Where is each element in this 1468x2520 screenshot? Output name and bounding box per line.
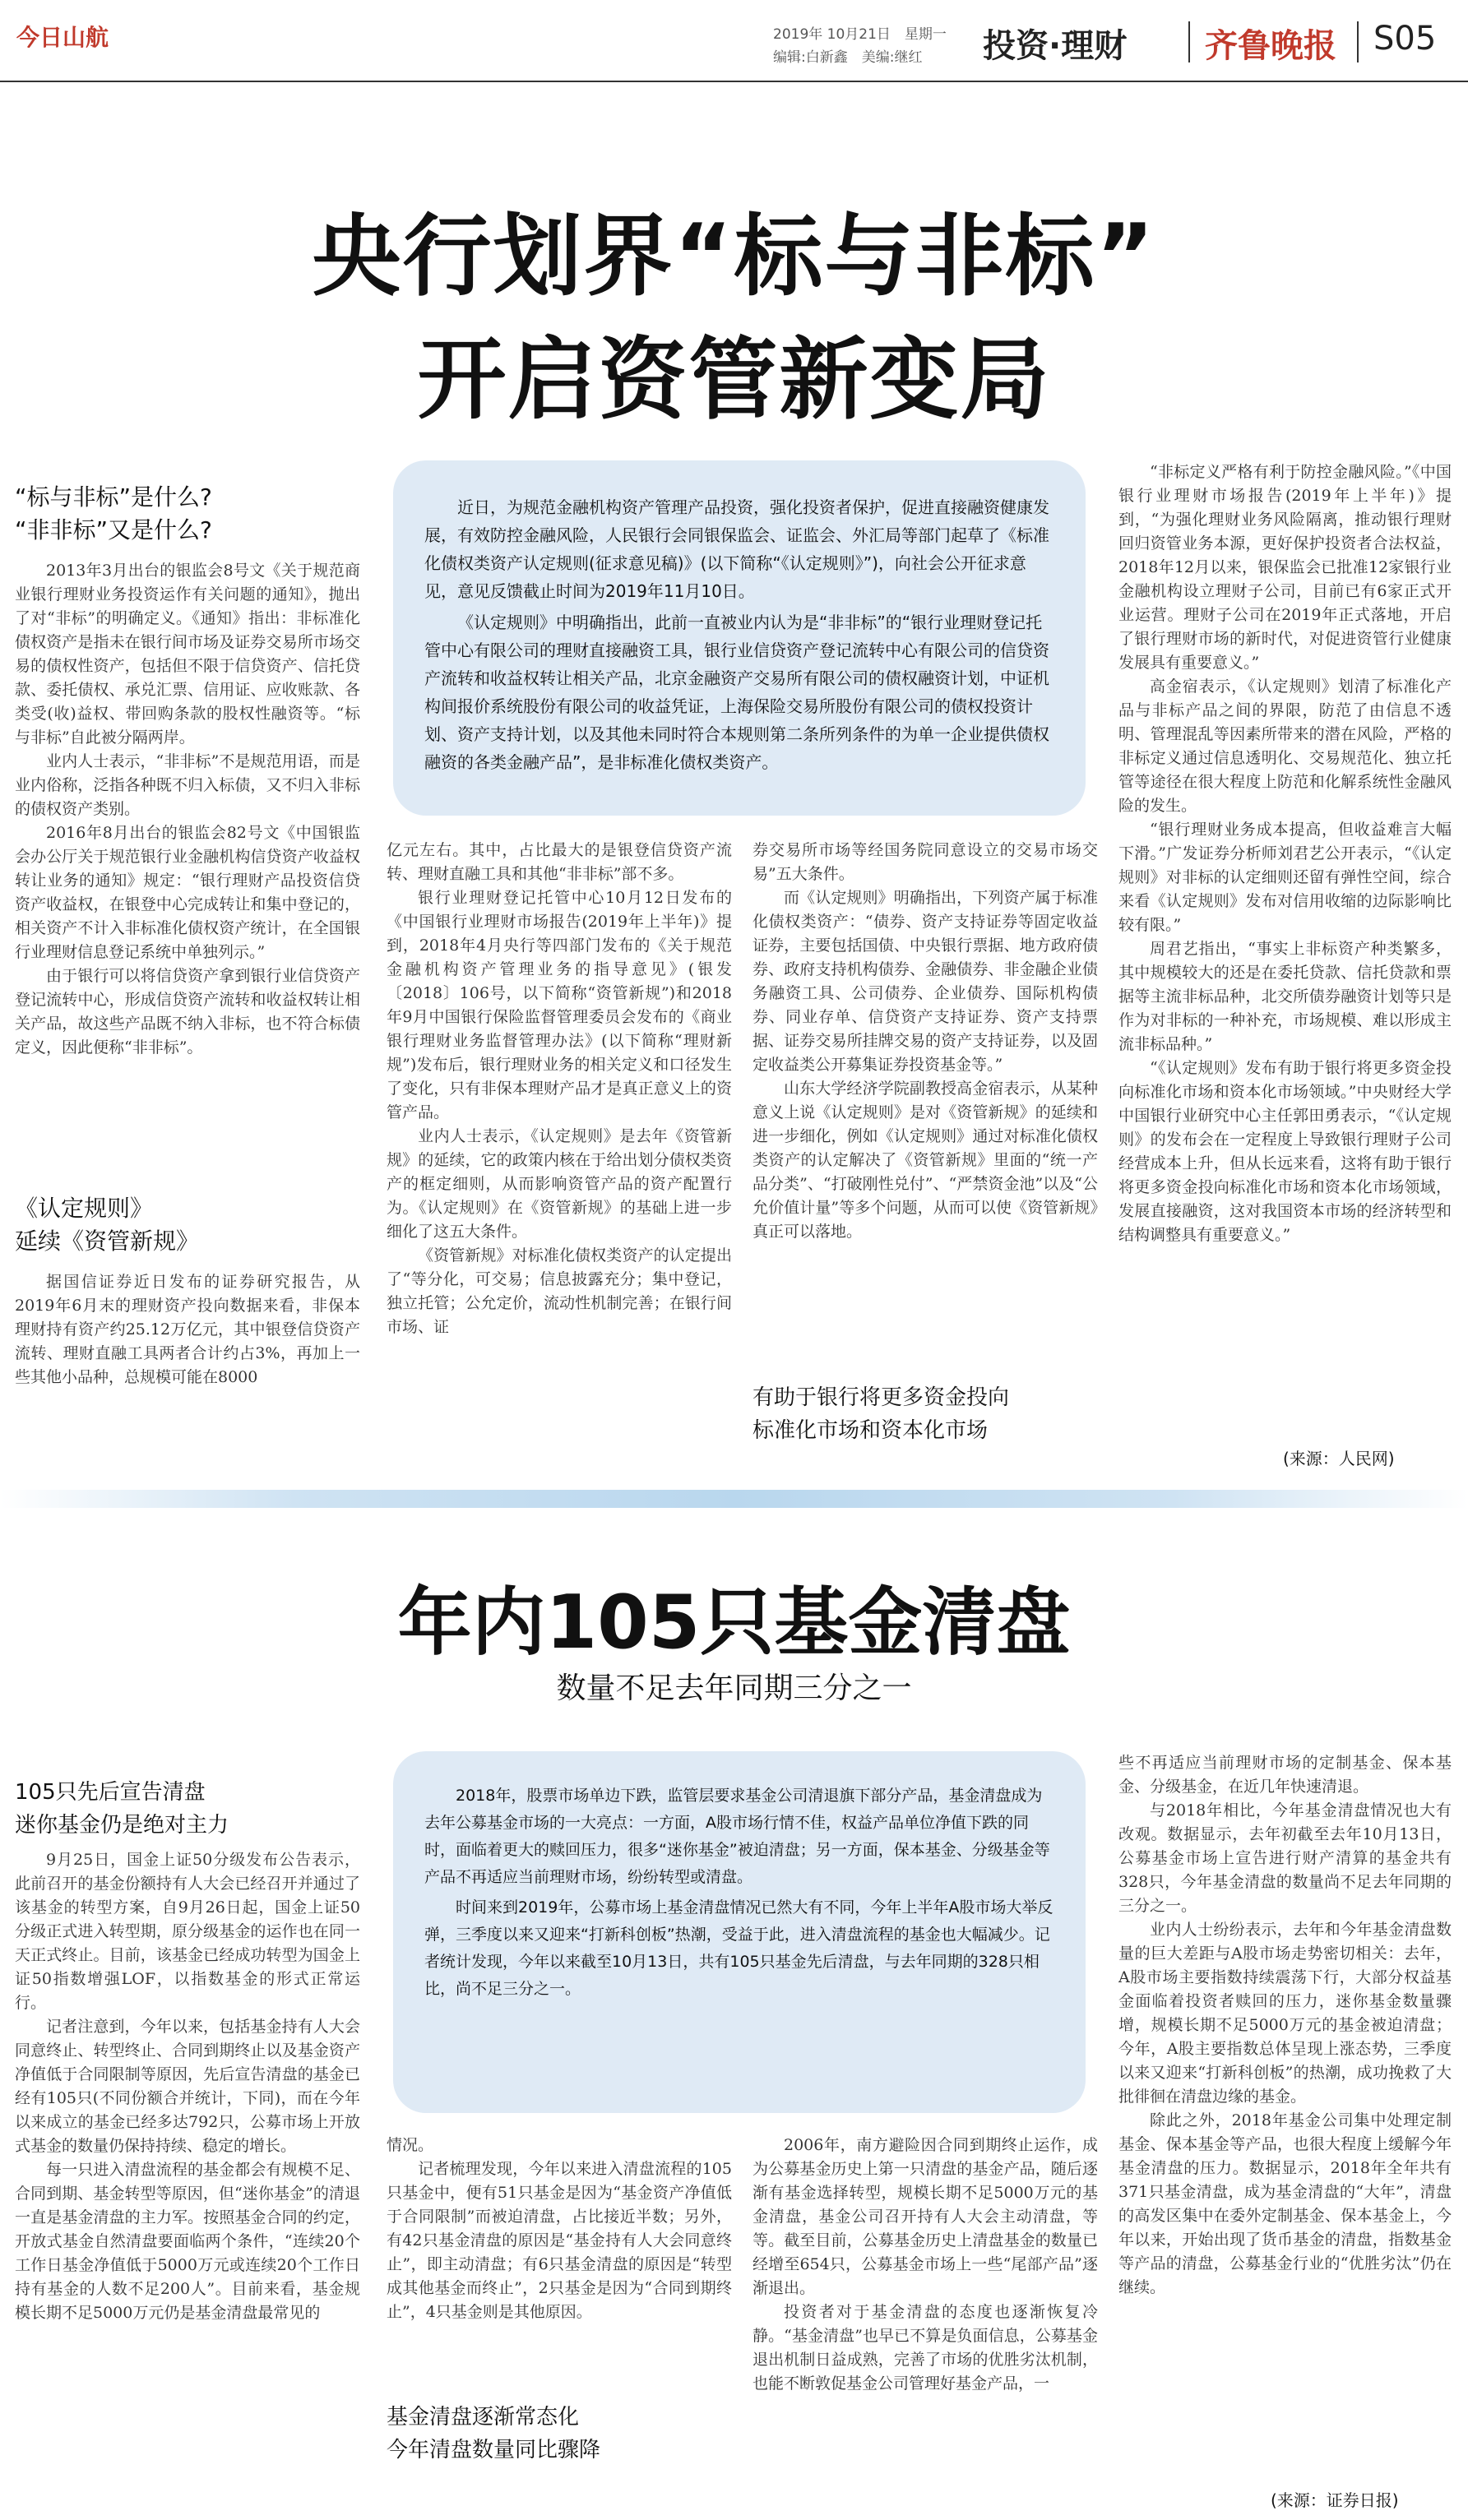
paragraph: 银行业理财登记托管中心10月12日发布的《中国银行业理财市场报告(2019年上半年)》提到，2018年4月央行等四部门发布的《关于规范金融机构资产管理业务的指导意见》(银发〔2018〕106号，以下简称“资管新规”)和2018年9月中国银行保险监督管理委员会发布的《商业银行理财业务监督管理办法》(以下简称“理财新规”)发布后，银行理财业务的相关定义和口径发生了变化，只有非保本理财产品才是真正意义上的资管产品。 bbox=[387, 889, 732, 1121]
paragraph: 9月25日，国金上证50分级发布公告表示，此前召开的基金份额持有人大会已经召开并通过了该基金的转型方案，自9月26日起，国金上证50分级正式进入转型期，原分级基金的运作也在同一天正式终止。目前，该基金已经成功转型为国金上证50指数增强LOF，以指数基金的形式正常运行。 bbox=[15, 1851, 360, 2012]
subhead-line: 标准化市场和资本化市场 bbox=[753, 1418, 989, 1443]
paragraph: 记者梳理发现，今年以来进入清盘流程的105只基金中，便有51只基金是因为“基金资产净值低于合同限制”而被迫清盘，占比接近半数；另外，有42只基金清盘的原因是“基金持有人大会同意终止”，即主动清盘；有6只基金清盘的原因是“转型成其他基金而终止”，2只基金是因为“合同到期终止”，4只基金则是其他原因。 bbox=[387, 2160, 732, 2321]
paragraph: 业内人士纷纷表示，去年和今年基金清盘数量的巨大差距与A股市场走势密切相关：去年，A股市场主要指数持续震荡下行，大部分权益基金面临着投资者赎回的压力，迷你基金数量骤增，规模长期不足5000万元的基金被迫清盘；今年，A股主要指数总体呈现上涨态势，三季度以来又迎来“打新科创板”的热潮，成功挽救了大批徘徊在清盘边缘的基金。 bbox=[1118, 1921, 1452, 2106]
paragraph: 而《认定规则》明确指出，下列资产属于标准化债权类资产：“债券、资产支持证券等固定收益证券，主要包括国债、中央银行票据、地方政府债券、政府支持机构债券、金融债券、非金融企业债务融资工具、公司债券、企业债券、国际机构债券、同业存单、信贷资产支持证券、资产支持票据、证券交易所挂牌交易的资产支持证券，以及固定收益类公开募集证券投资基金等。” bbox=[753, 889, 1098, 1074]
subhead-line: 今年清盘数量同比骤降 bbox=[387, 2438, 601, 2462]
article1-intro-box bbox=[393, 460, 1086, 816]
article1-column-1b bbox=[15, 1270, 360, 1468]
subhead-line: “标与非标”是什么? bbox=[15, 483, 212, 511]
article2-subtitle: 数量不足去年同期三分之一 bbox=[556, 1672, 912, 1705]
article1-column-3 bbox=[753, 839, 1098, 1365]
header-date: 2019年 10月21日 星期一 bbox=[773, 26, 947, 43]
subhead-line: 105只先后宣告清盘 bbox=[15, 1780, 206, 1805]
subhead-line: 有助于银行将更多资金投向 bbox=[753, 1385, 1010, 1410]
paper-logo: 齐鲁晚报 bbox=[1205, 26, 1336, 65]
article1-column-2 bbox=[387, 839, 732, 1468]
section-divider-band bbox=[0, 1490, 1468, 1508]
subhead-line: 基金清盘逐渐常态化 bbox=[387, 2405, 580, 2430]
article2-column-1 bbox=[15, 1848, 360, 2506]
header-meta bbox=[773, 23, 947, 69]
article1-subhead-2 bbox=[15, 1192, 360, 1258]
paragraph: “《认定规则》发布有助于银行将更多资金投向标准化市场和资本化市场领域。”中央财经大学中国银行业研究中心主任郭田勇表示，“《认定规则》的发布会在一定程度上导致银行理财子公司经营成本上升，但从长远来看，这将有助于银行将更多资金投向标准化市场和资本化市场领域，发展直接融资，这对我国资本市场的经济转型和结构调整具有重要意义。” bbox=[1118, 1059, 1452, 1244]
header-divider bbox=[1188, 21, 1190, 62]
article1-column-1a bbox=[15, 559, 360, 1192]
paragraph: 与2018年相比，今年基金清盘情况也大有改观。数据显示，去年初截至去年10月13日，公募基金市场上宣告进行财产清算的基金共有328只，今年基金清盘的数量尚不足去年同期的三分之一。 bbox=[1118, 1801, 1452, 1915]
paragraph: 山东大学经济学院副教授高金宿表示，从某种意义上说《认定规则》是对《资管新规》的延续和进一步细化，例如《认定规则》通过对标准化债权类资产的认定解决了《资管新规》里面的“统一产品分类”、“打破刚性兑付”、“严禁资金池”以及“公允价值计量”等多个问题，从而可以使《资管新规》真正可以落地。 bbox=[753, 1080, 1098, 1241]
paragraph: 记者注意到，今年以来，包括基金持有人大会同意终止、转型终止、合同到期终止以及基金资产净值低于合同限制等原因，先后宣告清盘的基金已经有105只(不同份额合并统计，下同)，而在今年以来成立的基金已经多达792只，公募市场上开放式基金的数量仍保持持续、稳定的增长。 bbox=[15, 2018, 360, 2155]
paragraph: 每一只进入清盘流程的基金都会有规模不足、合同到期、基金转型等原因，但“迷你基金”的清退一直是基金清盘的主力军。按照基金合同的约定，开放式基金自然清盘要面临两个条件，“连续20个工作日基金净值低于5000万元或连续20个工作日持有基金的人数不足200人”。目前来看，基金规模长期不足5000万元仍是基金清盘最常见的 bbox=[15, 2161, 360, 2322]
article1-intro-paragraph: 《认定规则》中明确指出，此前一直被业内认为是“非非标”的“银行业理财登记托管中心有限公司的理财直接融资工具，银行业信贷资产登记流转中心有限公司的信贷资产流转和收益权转让相关产品，北京金融资产交易所有限公司的债权融资计划，中证机构间报价系统股份有限公司的收益凭证，上海保险交易所股份有限公司的债权投资计划、资产支持计划，以及其他未同时符合本规则第二条所列条件的为单一企业提供债权融资的各类金融产品”，是非标准化债权类资产。 bbox=[424, 613, 1049, 772]
paragraph: 由于银行可以将信贷资产拿到银行业信贷资产登记流转中心，形成信贷资产流转和收益权转让相关产品，故这些产品既不纳入非标，也不符合标债定义，因此便称“非非标”。 bbox=[15, 967, 360, 1057]
paragraph: “银行理财业务成本提高，但收益难言大幅下滑。”广发证券分析师刘君艺公开表示，“《认定规则》对非标的认定细则还留有弹性空间，综合来看《认定规则》发布对信用收缩的边际影响比较有限。” bbox=[1118, 821, 1452, 934]
article2-intro-paragraph: 时间来到2019年，公募市场上基金清盘情况已然大有不同，今年上半年A股市场大举反弹，三季度以来又迎来“打新科创板”热潮，受益于此，进入清盘流程的基金也大幅减少。记者统计发现，今年以来截至10月13日，共有105只基金先后清盘，与去年同期的328只相比，尚不足三分之一。 bbox=[424, 1898, 1054, 1998]
article1-headline-line1: 央行划界“标与非标” bbox=[312, 206, 1156, 308]
header-editors: 编辑:白新鑫 美编:继红 bbox=[773, 49, 923, 66]
header-rule bbox=[0, 81, 1468, 82]
article2-intro-paragraph: 2018年，股票市场单边下跌，监管层要求基金公司清退旗下部分产品，基金清盘成为去年公募基金市场的一大亮点：一方面，A股市场行情不佳，权益产品单位净值下跌的同时，面临着更大的赎回压力，很多“迷你基金”被迫清盘；另一方面，保本基金、分级基金等产品不再适应当前理财市场，纷纷转型或清盘。 bbox=[424, 1787, 1050, 1886]
article2-column-2 bbox=[387, 2134, 732, 2380]
article1-source: (来源：人民网) bbox=[1283, 1449, 1395, 1468]
paragraph: 券交易所市场等经国务院同意设立的交易市场交易”五大条件。 bbox=[753, 841, 1098, 883]
article2-column-3 bbox=[753, 2134, 1098, 2508]
paragraph: 投资者对于基金清盘的态度也逐渐恢复冷静。“基金清盘”也早已不算是负面信息，公募基金退出机制日益成熟，完善了市场的优胜劣汰机制，也能不断敦促基金公司管理好基金产品，一 bbox=[753, 2303, 1098, 2393]
paragraph: 业内人士表示，“非非标”不是规范用语，而是业内俗称，泛指各种既不归入标债，又不归入非标的债权资产类别。 bbox=[15, 752, 360, 818]
section-title: 投资·理财 bbox=[983, 27, 1128, 65]
subhead-line: 延续《资管新规》 bbox=[15, 1228, 200, 1255]
article2-source: (来源：证券日报) bbox=[1271, 2490, 1399, 2510]
paragraph: 除此之外，2018年基金公司集中处理定制基金、保本基金等产品，也很大程度上缓解今年基金清盘的压力。数据显示，2018年全年共有371只基金清盘，成为基金清盘的“大年”，清盘的高发区集中在委外定制基金、保本基金上，今年以来，开始出现了货币基金的清盘，指数基金等产品的清盘，公募基金行业的“优胜劣汰”仍在继续。 bbox=[1118, 2111, 1452, 2296]
paragraph: 2013年3月出台的银监会8号文《关于规范商业银行理财业务投资运作有关问题的通知》，抛出了对“非标”的明确定义。《通知》指出：非标准化债权资产是指未在银行间市场及证券交易所市场交易的债权性资产，包括但不限于信贷资产、信托贷款、委托债权、承兑汇票、信用证、应收账款、各类受(收)益权、带回购条款的股权性融资等。“标与非标”自此被分隔两岸。 bbox=[15, 562, 360, 747]
paragraph: “非标定义严格有利于防控金融风险。”《中国银行业理财市场报告(2019年上半年)》提到，“为强化理财业务风险隔离，推动银行理财回归资管业务本源，更好保护投资者合法权益，2018年12月以来，银保监会已批准12家银行业金融机构设立理财子公司，目前已有6家正式开业运营。理财子公司在2019年正式落地，开启了银行理财市场的新时代，对促进资管行业健康发展具有重要意义。” bbox=[1118, 463, 1452, 672]
paragraph: 业内人士表示，《认定规则》是去年《资管新规》的延续，它的政策内核在于给出划分债权类资产的框定细则，从而影响资管产品的资产配置行为。《认定规则》在《资管新规》的基础上进一步细化了这五大条件。 bbox=[387, 1127, 732, 1241]
paragraph: 2006年，南方避险因合同到期终止运作，成为公募基金历史上第一只清盘的基金产品，随后逐渐有基金选择转型，规模长期不足5000万元的基金清盘，基金公司召开持有人大会主动清盘，等等。截至目前，公募基金历史上清盘基金的数量已经增至654只，公募基金市场上一些“尾部产品”逐渐退出。 bbox=[753, 2136, 1098, 2297]
article1-headline-line2: 开启资管新变局 bbox=[417, 329, 1051, 432]
subhead-line: 《认定规则》 bbox=[15, 1195, 154, 1222]
article2-column-4 bbox=[1118, 1751, 1452, 2475]
article2-subhead-2 bbox=[387, 2401, 732, 2467]
paragraph: 些不再适应当前理财市场的定制基金、保本基金、分级基金，在近几年快速清退。 bbox=[1118, 1754, 1452, 1796]
paragraph: 高金宿表示，《认定规则》划清了标准化产品与非标产品之间的界限，防范了由信息不透明、管理混乱等因素所带来的潜在风险，严格的非标定义通过信息透明化、交易规范化、独立托管等途径在很大程度上防范和化解系统性金融风险的发生。 bbox=[1118, 677, 1452, 815]
page-number: S05 bbox=[1373, 20, 1437, 58]
paragraph: 《资管新规》对标准化债权类资产的认定提出了“等分化，可交易；信息披露充分；集中登记，独立托管；公允定价，流动性机制完善；在银行间市场、证 bbox=[387, 1246, 732, 1336]
article2-subhead-1 bbox=[15, 1776, 360, 1842]
header-divider bbox=[1357, 21, 1359, 62]
article1-subhead-3 bbox=[753, 1381, 1114, 1447]
article2-intro-box bbox=[393, 1751, 1086, 2113]
paragraph: 据国信证券近日发布的证券研究报告，从2019年6月末的理财资产投向数据来看，非保本理财持有资产约25.12万亿元，其中银登信贷资产流转、理财直融工具两者合计约占3%，再加上一些其他小品种，总规模可能在8000 bbox=[15, 1273, 360, 1386]
article1-column-4 bbox=[1118, 460, 1452, 1439]
article1-intro-paragraph: 近日，为规范金融机构资产管理产品投资，强化投资者保护，促进直接融资健康发展，有效防控金融风险，人民银行会同银保监会、证监会、外汇局等部门起草了《标准化债权类资产认定规则(征求意见稿)》(以下简称“《认定规则》”)，向社会公开征求意见，意见反馈截止时间为2019年11月10日。 bbox=[424, 497, 1049, 601]
paragraph: 2016年8月出台的银监会82号文《中国银监会办公厅关于规范银行业金融机构信贷资产收益权转让业务的通知》规定：“银行理财产品投资信贷资产收益权，在银登中心完成转让和集中登记的，相关资产不计入非标准化债权资产统计，在全国银行业理财信息登记系统中单独列示。” bbox=[15, 824, 360, 961]
paragraph: 亿元左右。其中，占比最大的是银登信贷资产流转、理财直融工具和其他“非非标”部不多。 bbox=[387, 841, 732, 883]
paragraph: 情况。 bbox=[387, 2136, 434, 2154]
paragraph: 周君艺指出，“事实上非标资产种类繁多，其中规模较大的还是在委托贷款、信托贷款和票据等主流非标品种，北交所债券融资计划等只是作为对非标的一种补充，市场规模、难以形成主流非标品种。” bbox=[1118, 940, 1452, 1053]
subhead-line: “非非标”又是什么? bbox=[15, 516, 212, 543]
column-logo-text: 今日山航 bbox=[16, 24, 109, 51]
article2-headline: 年内105只基金清盘 bbox=[397, 1579, 1071, 1666]
article1-subhead-1 bbox=[15, 481, 360, 547]
column-logo bbox=[0, 0, 247, 74]
subhead-line: 迷你基金仍是绝对主力 bbox=[15, 1813, 229, 1838]
